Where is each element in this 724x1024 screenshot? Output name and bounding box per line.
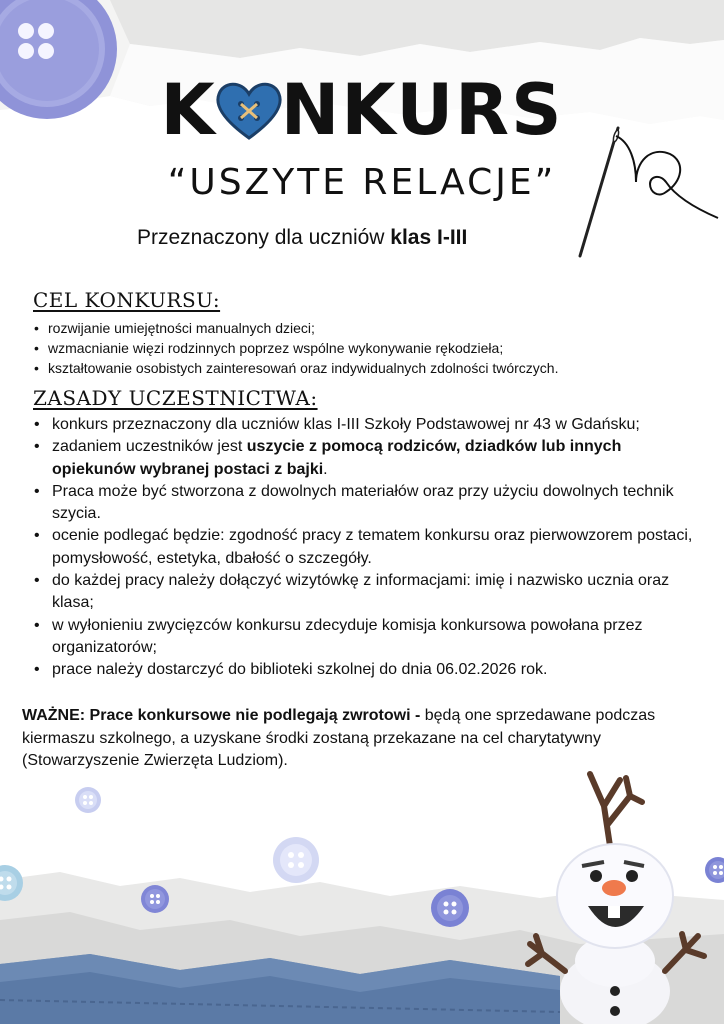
rules-list	[34, 414, 704, 682]
button-icon	[430, 888, 470, 928]
target-audience-text: Przeznaczony dla uczniów	[137, 226, 391, 249]
title-suffix: NKURS	[280, 69, 564, 151]
list-item: • Praca może być stworzona z dowolnych materiałów oraz przy użyciu dowolnych technik szycia.	[34, 481, 704, 526]
target-audience-classes: klas I-III	[390, 226, 468, 249]
button-icon	[272, 836, 320, 884]
list-item: • rozwijanie umiejętności manualnych dzieci;	[34, 318, 558, 338]
list-item: • ocenie podlegać będzie: zgodność pracy z tematem konkursu oraz pierwowzorem postaci, pomysłowość, estetyka, dbałość o szczegóły.	[34, 525, 704, 570]
list-item: • konkurs przeznaczony dla uczniów klas I-III Szkoły Podstawowej nr 43 w Gdańsku;	[34, 414, 704, 436]
list-item: • kształtowanie osobistych zainteresowań oraz indywidualnych zdolności twórczych.	[34, 358, 558, 378]
list-item: • wzmacnianie więzi rodzinnych poprzez wspólne wykonywanie rękodzieła;	[34, 338, 558, 358]
list-item: • do każdej pracy należy dołączyć wizytówkę z informacjami: imię i nazwisko ucznia oraz klasa;	[34, 570, 704, 615]
subtitle: “USZYTE RELACJE”	[167, 162, 557, 203]
rules-heading: ZASADY UCZESTNICTWA:	[33, 386, 318, 410]
important-label: WAŻNE: Prace konkursowe nie podlegają zwrotowi -	[22, 707, 421, 724]
list-item: • zadaniem uczestników jest uszycie z pomocą rodziców, dziadków lub innych opiekunów wybranej postaci z bajki.	[34, 436, 704, 481]
important-text: będą one sprzedawane podczas kiermaszu szkolnego, a uzyskane środki zostaną przekazane na cel charytatywny (Stowarzyszenie Zwierzęta Ludziom).	[22, 707, 656, 769]
button-icon	[140, 884, 170, 914]
snowman-toy-icon	[520, 766, 710, 1024]
denim-fabric	[0, 930, 560, 1024]
heart-button-icon	[213, 78, 285, 142]
goal-list	[34, 318, 558, 378]
title	[0, 70, 724, 150]
title-prefix: K	[160, 69, 217, 151]
target-audience	[137, 226, 467, 250]
button-icon	[74, 786, 102, 814]
button-icon	[0, 864, 24, 902]
list-item: • w wyłonieniu zwycięzców konkursu zdecyduje komisja konkursowa powołana przez organizatorów;	[34, 615, 704, 660]
goal-heading: CEL KONKURSU:	[33, 288, 221, 312]
important-note	[22, 705, 712, 773]
list-item: • prace należy dostarczyć do biblioteki szkolnej do dnia 06.02.2026 rok.	[34, 659, 704, 681]
